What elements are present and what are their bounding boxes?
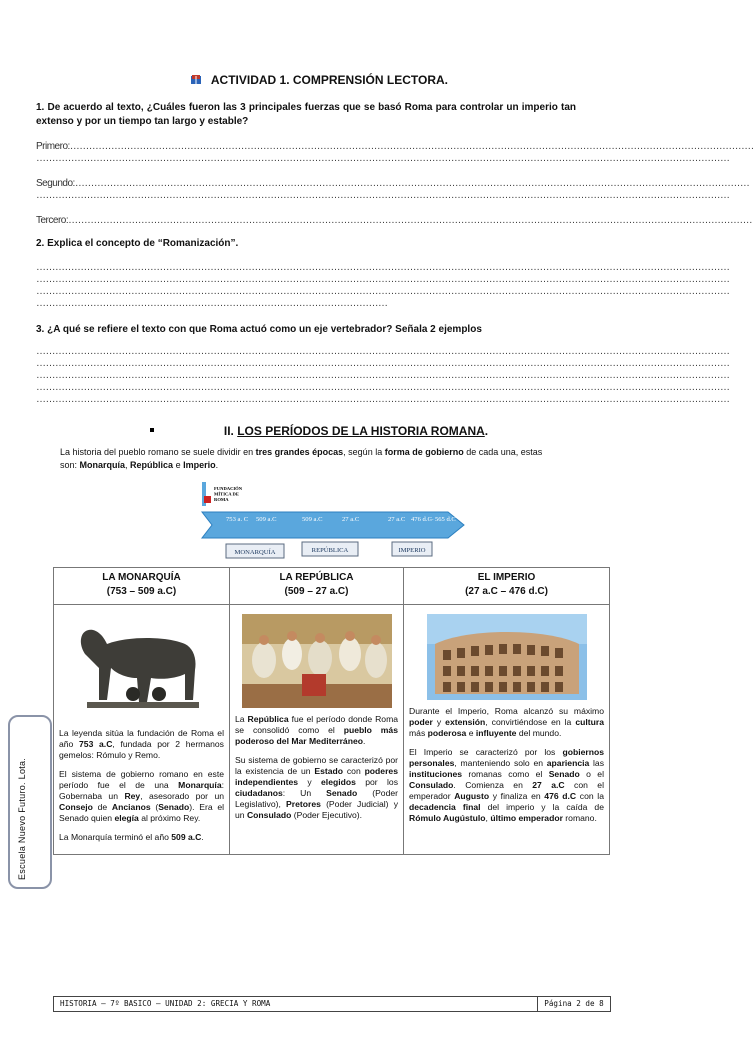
activity-title-text: ACTIVIDAD 1. COMPRENSIÓN LECTORA. <box>210 73 449 87</box>
periods-table <box>53 567 610 855</box>
republica-p2: Su sistema de gobierno se caracterizó por la existencia de un Estado con poderes independientes y elegidos por los ciudadanos: Un Senado (Poder Legislativo), Pretores (Poder Judicial) y un Consulado (Poder Ejecutivo). <box>235 755 399 820</box>
answer-first[interactable]: Primero:……………………………………………………………………………………………………………………………………………………………………………………………… ………………………………………………………………………………………………………………………………………………………………………………………………… <box>36 141 754 164</box>
imperio-p1: Durante el Imperio, Roma alcanzó su máximo poder y extensión, convirtiéndose en la cultura más poderosa e influyente del mundo. <box>409 706 604 738</box>
question-3: 3. ¿A qué se refiere el texto con que Roma actuó como un eje vertebrador? Señala 2 ejemplos <box>36 324 482 335</box>
imperio-cell <box>404 605 610 855</box>
label-republica: REPÚBLICA <box>311 547 349 554</box>
date-27-b: 27 a.C <box>388 516 406 523</box>
foundation-marker <box>204 496 211 503</box>
answer-third[interactable]: Tercero:……………………………………………………………………………………………………………………………………………………………………………………………… <box>36 215 753 226</box>
answer-q3[interactable]: ………………………………………………………………………………………………………………………………………………………………………………………………… ………………………………………………………………………………………………………………………………………………………………………………………………… ………………………………………………………………………………………………………………………………………………………………………………………………… ………………………………………………………………………………………………………………………………………………………………………………………………… ………………………………………………………………………………………………………………………………………………………………………………………………… <box>36 346 730 405</box>
answer-second[interactable]: Segundo:…………………………………………………………………………………………………………………………………………………………………………………………… ………………………………………………………………………………………………………………………………………………………………………………………………… <box>36 178 750 201</box>
label-monarquia: MONARQUÍA <box>234 549 276 556</box>
second-label: Segundo: <box>36 178 75 189</box>
third-label: Tercero: <box>36 215 69 226</box>
question-1: 1. De acuerdo al texto, ¿Cuáles fueron las 3 principales fuerzas que se basó Roma para controlar un imperio tan extenso y por un tiempo tan largo y estable? <box>36 102 576 127</box>
senate-painting-image <box>242 614 392 708</box>
section-title-prefix: II. <box>223 424 238 438</box>
question-2: 2. Explica el concepto de “Romanización”. <box>36 238 239 249</box>
section-title <box>0 424 638 438</box>
activity-title <box>0 73 638 87</box>
imperio-header: EL IMPERIO (27 a.C – 476 d.C) <box>404 568 610 605</box>
date-509-a: 509 a.C <box>256 516 277 523</box>
foundation-legend: FUNDACIÓN MÍTICA DE ROMA <box>214 486 243 502</box>
date-509-b: 509 a.C <box>302 516 323 523</box>
monarquia-cell <box>54 605 230 855</box>
school-side-tab <box>8 715 52 889</box>
section-intro: La historia del pueblo romano se suele dividir en tres grandes épocas, según la forma de gobierno de cada una, estas son: Monarquía, República e Imperio. <box>60 447 543 470</box>
book-icon <box>190 74 202 86</box>
first-label: Primero: <box>36 141 70 152</box>
footer-course: HISTORIA – 7º BASICO – UNIDAD 2: GRECIA Y ROMA <box>60 999 271 1008</box>
answer-q2[interactable]: ………………………………………………………………………………………………………………………………………………………………………………………………… ………………………………………………………………………………………………………………………………………………………………………………………………… ………………………………………………………………………………………………………………………………………………………………………………………………… ………………………………………………………………………………………………… <box>36 262 730 309</box>
page-footer <box>53 996 611 1012</box>
monarquia-p1: La leyenda sitúa la fundación de Roma el año 753 a.C, fundada por 2 hermanos gemelos: Rómulo y Remo. <box>59 728 224 760</box>
date-565: – 565 d.C <box>430 516 456 523</box>
date-753: 753 a. C <box>226 516 249 523</box>
section-title-link: LOS PERÍODOS DE LA HISTORIA ROMANA <box>237 424 485 438</box>
republica-header: LA REPÚBLICA (509 – 27 a.C) <box>230 568 404 605</box>
footer-page-number: Página 2 de 8 <box>537 997 610 1011</box>
imperio-p2: El Imperio se caracterizó por los gobiernos personales, manteniendo solo en apariencia las instituciones romanas como el Senado o el Consulado. Comienza en 27 a.C con el emperador Augusto y finaliza en 476 d.C con la decadencia final del imperio y la caída de Rómulo Augústulo, último emperador romano. <box>409 747 605 823</box>
bullet-icon <box>150 428 154 432</box>
label-imperio: IMPERIO <box>398 547 426 554</box>
republica-p1: La República fue el período donde Roma se consolidó como el pueblo más poderoso del Mar Mediterráneo. <box>235 714 399 746</box>
date-27-a: 27 a.C <box>342 516 360 523</box>
date-476: 476 d.C <box>411 516 432 523</box>
republica-cell <box>230 605 404 855</box>
monarquia-header: LA MONARQUÍA (753 – 509 a.C) <box>54 568 230 605</box>
rome-timeline <box>198 482 466 562</box>
monarquia-p3: La Monarquía terminó el año 509 a.C. <box>59 832 204 842</box>
she-wolf-image <box>67 614 217 714</box>
monarquia-p2: El sistema de gobierno romano en este período fue el de una Monarquía: Gobernaba un Rey, asesorado por un Consejo de Ancianos (Senado). Era el Senado quien elegía al próximo Rey. <box>59 769 225 823</box>
colosseum-image <box>427 614 587 700</box>
section-title-suffix: . <box>484 424 489 438</box>
school-name: Escuela Nuevo Futuro. Lota. <box>17 757 27 880</box>
